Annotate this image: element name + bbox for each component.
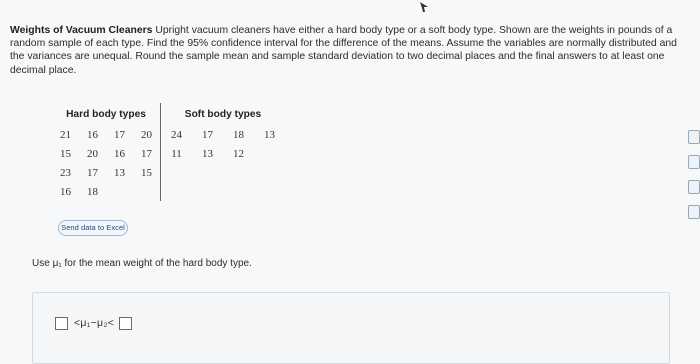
hard-cell: 15 xyxy=(60,147,71,160)
hard-cell: 20 xyxy=(87,147,98,160)
hard-cell: 16 xyxy=(114,147,125,160)
soft-cell: 13 xyxy=(202,147,213,160)
data-table xyxy=(52,103,285,201)
soft-cell xyxy=(161,163,193,182)
hard-cell: 15 xyxy=(141,166,152,179)
confidence-interval-row xyxy=(55,313,132,333)
answer-panel xyxy=(32,292,670,364)
soft-cell xyxy=(254,182,285,201)
side-toolbar xyxy=(686,130,700,230)
tool-icon[interactable] xyxy=(688,155,700,169)
table-row xyxy=(52,163,285,182)
hard-body-header: Hard body types xyxy=(66,108,146,120)
problem-statement xyxy=(10,24,690,77)
problem-body: Upright vacuum cleaners have either a hard body type or a soft body type. Shown are the weights in pounds of a random sample of each type. Find the 95% confidence interval for the difference of the means. Assume the variables are normally distributed and the variances are unequal. Round the sample mean and sample standard deviation to two decimal places and the final answers to at least one decimal place. xyxy=(10,25,677,76)
table-row xyxy=(52,182,285,201)
hard-cell: 21 xyxy=(60,128,71,141)
soft-cell: 17 xyxy=(202,128,213,141)
hard-cell: 23 xyxy=(60,166,71,179)
hard-cell: 16 xyxy=(60,185,71,198)
soft-cell xyxy=(254,163,285,182)
mu1-symbol: μ₁ xyxy=(52,258,62,269)
tool-icon[interactable] xyxy=(688,130,700,144)
soft-cell xyxy=(223,182,254,201)
send-to-excel-button[interactable]: Send data to Excel xyxy=(58,220,128,236)
soft-cell xyxy=(223,163,254,182)
tool-icon[interactable] xyxy=(688,180,700,194)
soft-cell xyxy=(254,144,285,163)
soft-cell: 11 xyxy=(161,144,193,163)
soft-cell: 18 xyxy=(233,128,244,141)
upper-bound-input[interactable] xyxy=(119,317,132,330)
hard-cell: 17 xyxy=(87,166,98,179)
hard-cell: 17 xyxy=(141,147,152,160)
hard-cell xyxy=(106,182,133,201)
lower-bound-input[interactable] xyxy=(55,317,68,330)
soft-cell xyxy=(192,182,223,201)
instruction-line xyxy=(32,258,252,269)
use-suffix: for the mean weight of the hard body type. xyxy=(64,258,252,269)
hard-cell: 16 xyxy=(87,128,98,141)
hard-cell: 20 xyxy=(141,128,152,141)
soft-cell xyxy=(161,182,193,201)
table-row xyxy=(52,144,285,163)
use-prefix: Use xyxy=(32,258,50,269)
soft-cell: 24 xyxy=(161,125,193,144)
cursor-icon xyxy=(420,2,428,12)
soft-cell: 13 xyxy=(264,128,275,141)
table-row xyxy=(52,125,285,144)
soft-cell: 12 xyxy=(233,147,244,160)
hard-cell: 13 xyxy=(114,166,125,179)
inequality-expression: <μ₁−μ₂< xyxy=(74,317,115,329)
hard-cell: 17 xyxy=(114,128,125,141)
hard-cell xyxy=(133,182,161,201)
tool-icon[interactable] xyxy=(688,205,700,219)
soft-cell xyxy=(192,163,223,182)
hard-cell: 18 xyxy=(87,185,98,198)
soft-body-header: Soft body types xyxy=(161,103,286,125)
problem-title: Weights of Vacuum Cleaners xyxy=(10,25,153,36)
